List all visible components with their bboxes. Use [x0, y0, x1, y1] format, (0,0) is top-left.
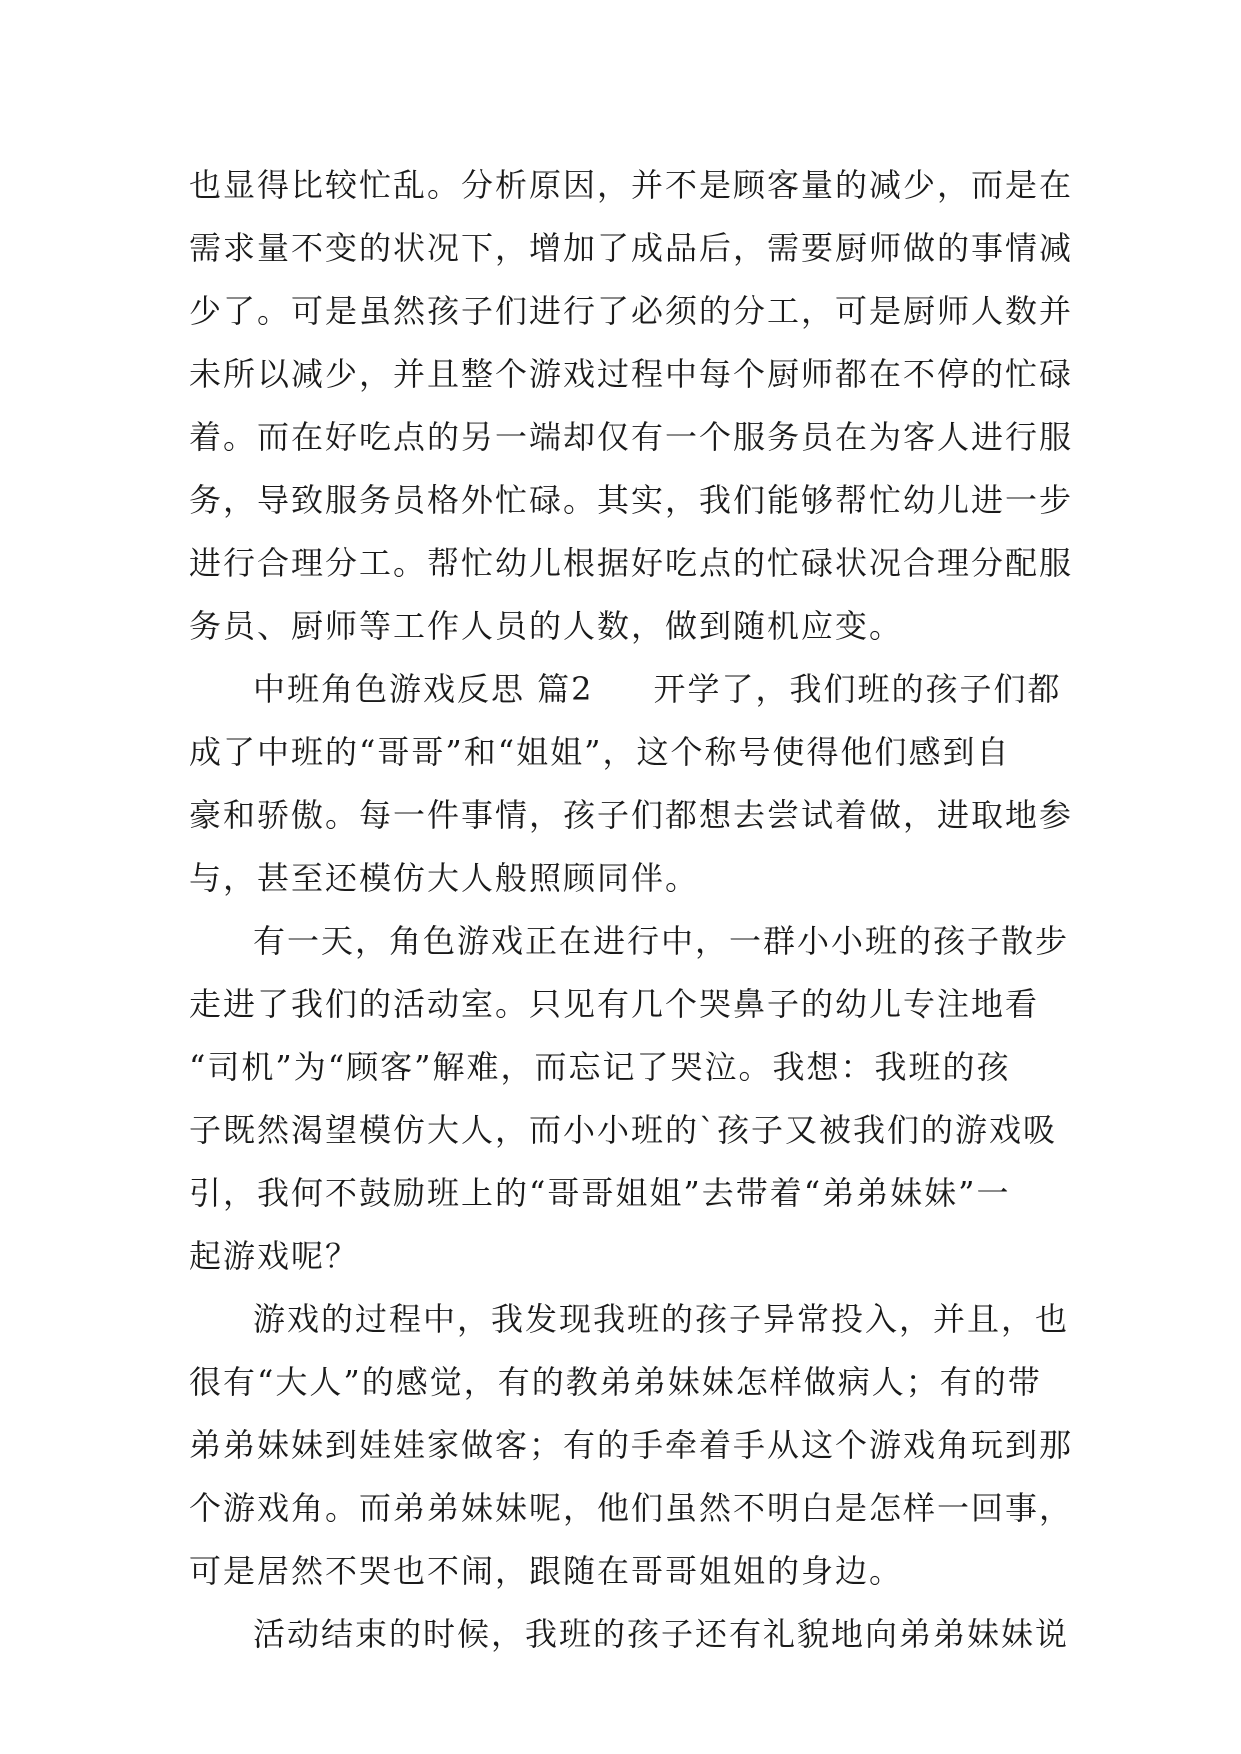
paragraph-first-line: 游戏的过程中，我发现我班的孩子异常投入，并且，也 [253, 1300, 1070, 1338]
text-line: 很有“大人”的感觉，有的教弟弟妹妹怎样做病人；有的带 [189, 1363, 1042, 1401]
text-line: 少了。可是虽然孩子们进行了必须的分工，可是厨师人数并 [189, 292, 1074, 330]
text-line: 弟弟妹妹到娃娃家做客；有的手牵着手从这个游戏角玩到那 [189, 1426, 1074, 1464]
document-body [189, 154, 1074, 1666]
text-line: 起游戏呢？ [189, 1237, 360, 1275]
text-line: 引，我何不鼓励班上的“哥哥姐姐”去带着“弟弟妹妹”一 [189, 1174, 1011, 1212]
text-line: 子既然渴望模仿大人，而小小班的`孩子又被我们的游戏吸 [189, 1111, 1058, 1149]
text-line: “司机”为“顾客”解难，而忘记了哭泣。我想：我班的孩 [189, 1048, 1011, 1086]
text-line: 与，甚至还模仿大人般照顾同伴。 [189, 859, 700, 897]
paragraph-first-line: 有一天，角色游戏正在进行中，一群小小班的孩子散步 [253, 922, 1070, 960]
section-heading-line [189, 658, 1062, 721]
text-line: 也显得比较忙乱。分析原因，并不是顾客量的减少，而是在 [189, 166, 1074, 204]
text-line: 成了中班的“哥哥”和“姐姐”，这个称号使得他们感到自 [189, 733, 1011, 771]
text-line: 需求量不变的状况下，增加了成品后，需要厨师做的事情减 [189, 229, 1074, 267]
text-line: 务员、厨师等工作人员的人数，做到随机应变。 [189, 607, 904, 645]
section-heading-continuation: 开学了，我们班的孩子们都 [653, 670, 1062, 708]
text-line: 未所以减少，并且整个游戏过程中每个厨师都在不停的忙碌 [189, 355, 1074, 393]
text-line: 走进了我们的活动室。只见有几个哭鼻子的幼儿专注地看 [189, 985, 1040, 1023]
text-line: 进行合理分工。帮忙幼儿根据好吃点的忙碌状况合理分配服 [189, 544, 1074, 582]
section-heading: 中班角色游戏反思 篇2 [253, 670, 594, 708]
text-line: 豪和骄傲。每一件事情，孩子们都想去尝试着做，进取地参 [189, 796, 1074, 834]
text-line: 可是居然不哭也不闹，跟随在哥哥姐姐的身边。 [189, 1552, 904, 1590]
paragraph-first-line: 活动结束的时候，我班的孩子还有礼貌地向弟弟妹妹说 [253, 1615, 1070, 1653]
text-line: 务，导致服务员格外忙碌。其实，我们能够帮忙幼儿进一步 [189, 481, 1074, 519]
text-line: 着。而在好吃点的另一端却仅有一个服务员在为客人进行服 [189, 418, 1074, 456]
text-line: 个游戏角。而弟弟妹妹呢，他们虽然不明白是怎样一回事， [189, 1489, 1074, 1527]
